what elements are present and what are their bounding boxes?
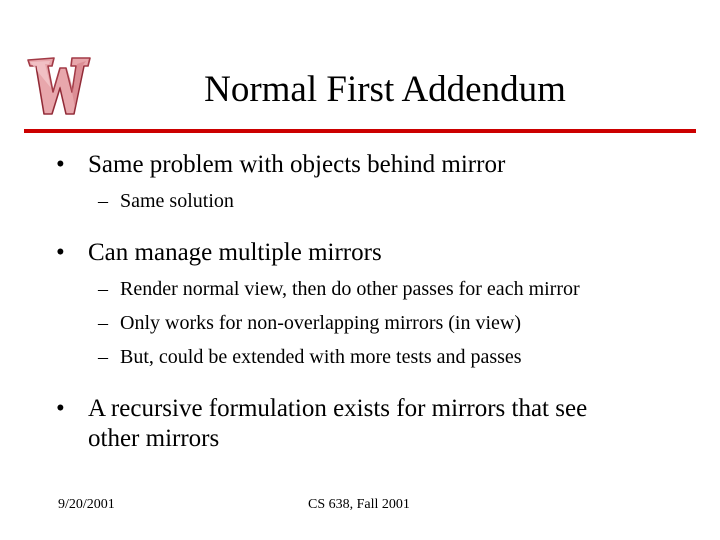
- bullet-item: [56, 238, 686, 268]
- bullet-text-line: A recursive formulation exists for mirrors that see: [88, 395, 588, 422]
- sub-bullet-text: But, could be extended with more tests and passes: [120, 346, 522, 368]
- footer-course: CS 638, Fall 2001: [308, 497, 410, 512]
- wisconsin-w-logo-icon: [20, 52, 92, 122]
- bullet-text-line: other mirrors: [88, 425, 220, 452]
- bullet-dot-icon: •: [56, 395, 65, 422]
- sub-bullet-text: Same solution: [120, 190, 234, 212]
- sub-bullet-item: [56, 311, 686, 335]
- bullet-text: Same problem with objects behind mirror: [88, 151, 506, 178]
- dash-icon: –: [98, 190, 108, 212]
- sub-bullet-item: [56, 277, 686, 301]
- dash-icon: –: [98, 346, 108, 368]
- dash-icon: –: [98, 312, 108, 334]
- sub-bullet-item: [56, 189, 686, 213]
- dash-icon: –: [98, 278, 108, 300]
- sub-bullet-text: Only works for non-overlapping mirrors (in view): [120, 312, 522, 334]
- bullet-dot-icon: •: [56, 151, 65, 178]
- footer-date: 9/20/2001: [58, 497, 115, 512]
- bullet-list: [56, 150, 686, 454]
- sub-bullet-item: [56, 345, 686, 369]
- bullet-item: [56, 150, 686, 180]
- sub-bullet-text: Render normal view, then do other passes for each mirror: [120, 278, 580, 300]
- bullet-item: [56, 394, 686, 454]
- bullet-text: Can manage multiple mirrors: [88, 239, 382, 266]
- title-divider: [24, 129, 696, 133]
- bullet-dot-icon: •: [56, 239, 65, 266]
- slide-title: Normal First Addendum: [204, 69, 566, 110]
